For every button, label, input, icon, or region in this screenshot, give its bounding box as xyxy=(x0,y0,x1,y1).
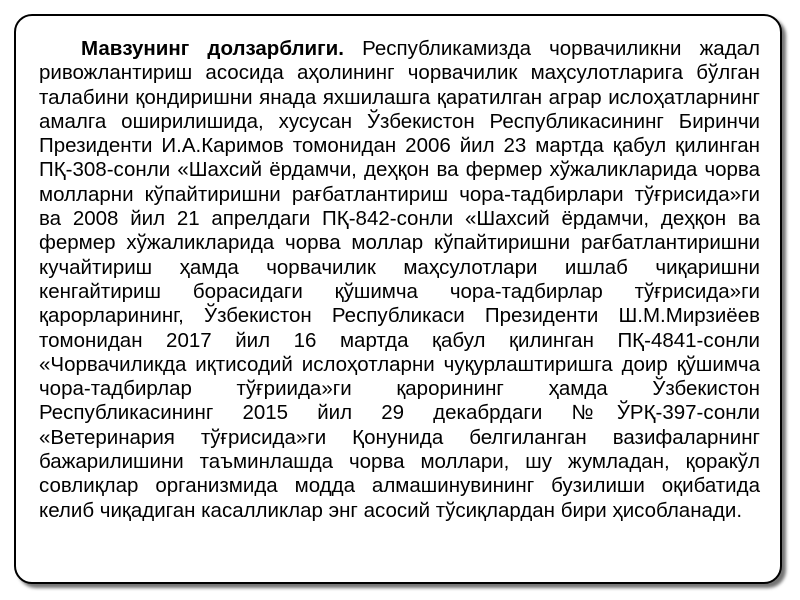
text-box xyxy=(14,14,782,584)
paragraph-body: Республикамизда чорвачиликни жадал ривожлантириш асосида аҳолининг чорвачилик маҳсулотларига бўлган талабини қондиришни янада яхшилашга қаратилган аграр ислоҳатларнинг амалга оширилишида, хусусан Ўзбекистон Республикасининг Биринчи Президенти И.А.Каримов томонидан 2006 йил 23 мартда қабул қилинган ПҚ-308-сонли «Шахсий ёрдамчи, деҳқон ва фермер хўжаликларида чорва молларни кўпайтиришни рағбатлантириш чора-тадбирлари тўғрисида»ги ва 2008 йил 21 апрелдаги ПҚ-842-сонли «Шахсий ёрдамчи, деҳқон ва фермер хўжаликларида чорва моллар кўпайтиришни рағбатлантиришни кучайтириш ҳамда чорвачилик маҳсулотлари ишлаб чиқаришни кенгайтириш борасидаги қўшимча чора-тадбирлар тўғрисида»ги қарорларининг, Ўзбекистон Республикаси Президенти Ш.М.Мирзиёев томонидан 2017 йил 16 мартда қабул қилинган ПҚ-4841-сонли «Чорвачиликда иқтисодий ислоҳотларни чуқурлаштиришга доир қўшимча чора-тадбирлар тўғриида»ги қарорининг ҳамда Ўзбекистон Республикасининг 2015 йил 29 декабрдаги №ЎРҚ-397-сонли «Ветеринария тўғрисида»ги Қонунида белгиланган вазифаларнинг бажарилишини таъминлашда чорва моллари, шу жумладан, қоракўл совлиқлар организмида модда алмашинувининг бузилиши оқибатида келиб чиқадиган касалликлар энг асосий тўсиқлардан бири ҳисобланади. xyxy=(39,37,761,522)
paragraph xyxy=(39,37,760,523)
paragraph-heading: Мавзунинг долзарблиги. xyxy=(81,37,344,60)
